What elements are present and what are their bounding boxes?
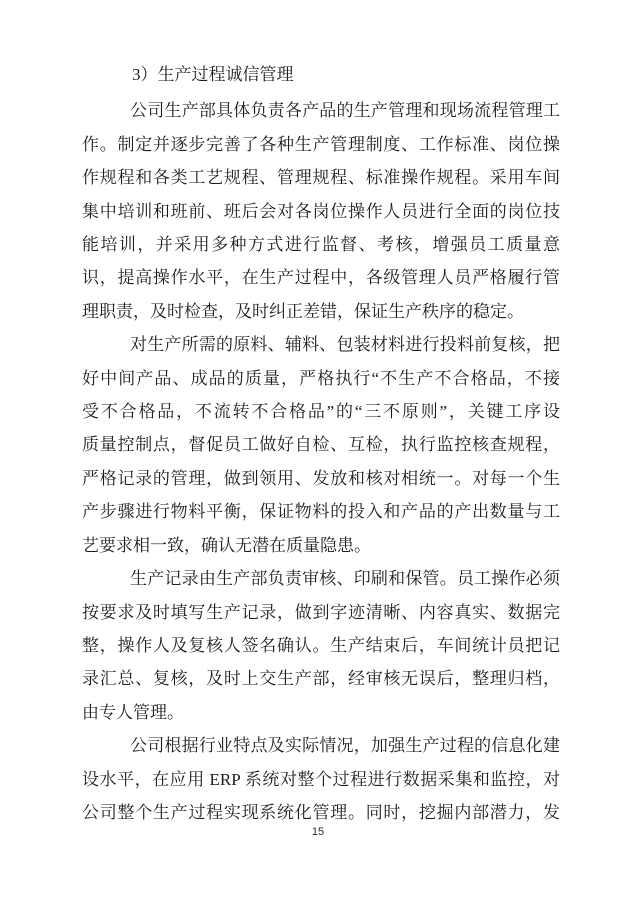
text-line: 整，操作人及复核人签名确认。生产结束后，车间统计员把记: [82, 635, 560, 655]
text-line: 识，提高操作水平，在生产过程中，各级管理人员严格履行管: [82, 268, 560, 288]
text-line: 作。制定并逐步完善了各种生产管理制度、工作标准、岗位操: [82, 134, 560, 154]
paragraph: [82, 94, 560, 328]
text-line: 理职责，及时检查，及时纠正差错，保证生产秩序的稳定。: [82, 301, 524, 321]
text-line: 作规程和各类工艺规程、管理规程、标准操作规程。采用车间: [82, 168, 560, 188]
text-line: 录汇总、复核，及时上交生产部，经审核无误后，整理归档，: [82, 669, 560, 689]
text-line: 公司生产部具体负责各产品的生产管理和现场流程管理工: [130, 101, 560, 121]
text-line: 严格记录的管理，做到领用、发放和核对相统一。对每一个生: [82, 468, 560, 488]
section-heading: 3）生产过程诚信管理: [132, 65, 294, 84]
text-line: 好中间产品、成品的质量，严格执行“不生产不合格品，不接: [82, 368, 560, 388]
text-line: 艺要求相一致，确认无潜在质量隐患。: [82, 535, 371, 555]
text-line: 能培训，并采用多种方式进行监督、考核，增强员工质量意: [82, 235, 560, 255]
paragraph: [82, 328, 560, 562]
text-line: 由专人管理。: [82, 702, 184, 722]
text-line: 公司整个生产过程实现系统化管理。同时，挖掘内部潜力，发: [82, 802, 560, 822]
page-number: 15: [311, 826, 325, 838]
paragraph: [82, 562, 560, 729]
text-line: 按要求及时填写生产记录，做到字迹清晰、内容真实、数据完: [82, 602, 560, 622]
text-line: 产步骤进行物料平衡，保证物料的投入和产品的产出数量与工: [82, 502, 560, 522]
paragraph: [82, 729, 560, 829]
text-block: [82, 58, 560, 829]
text-line: 生产记录由生产部负责审核、印刷和保管。员工操作必须: [130, 569, 560, 589]
text-line: 受不合格品，不流转不合格品”的“三不原则”，关键工序设: [82, 402, 560, 422]
text-line: 对生产所需的原料、辅料、包装材料进行投料前复核，把: [130, 335, 560, 355]
paragraph-container: [82, 94, 560, 829]
text-line: 集中培训和班前、班后会对各岗位操作人员进行全面的岗位技: [82, 201, 560, 221]
text-line: 公司根据行业特点及实际情况，加强生产过程的信息化建: [130, 736, 560, 756]
text-line: 质量控制点，督促员工做好自检、互检，执行监控核查规程，: [82, 435, 560, 455]
text-line: 设水平，在应用 ERP 系统对整个过程进行数据采集和监控，对: [82, 769, 560, 789]
